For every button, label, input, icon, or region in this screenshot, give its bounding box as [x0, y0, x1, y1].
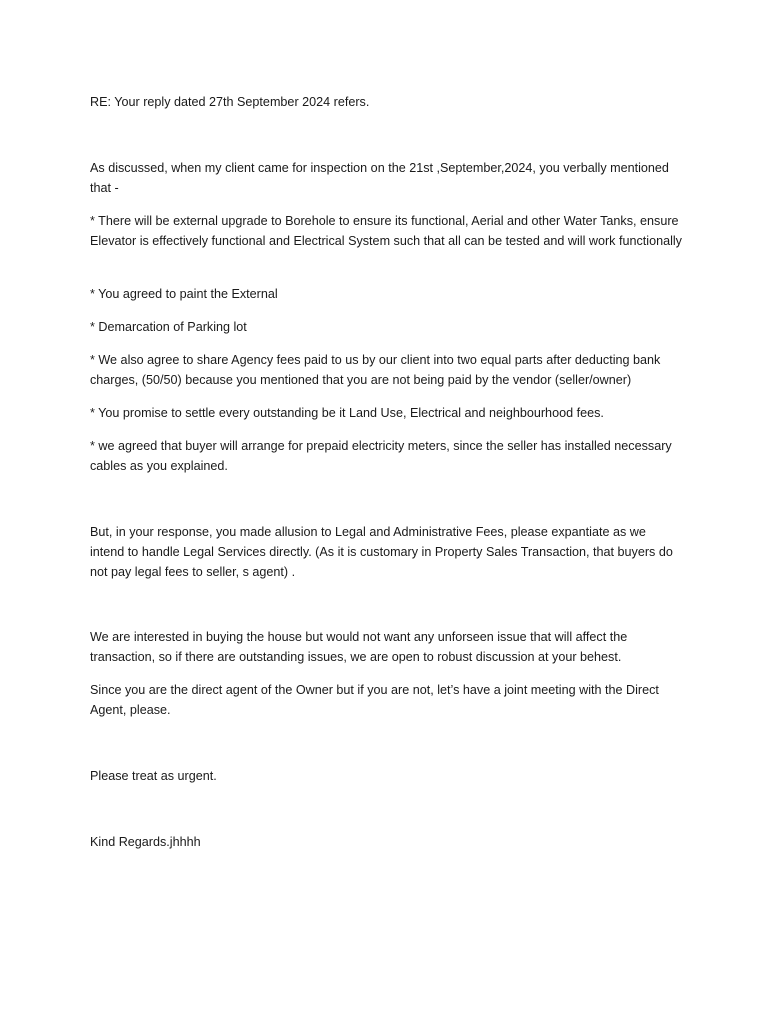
closing-line: Kind Regards.jhhhh [90, 835, 201, 849]
bullet-point-agency-fees: * We also agree to share Agency fees paid to us by our client into two equal parts after deducting bank charges, (50/50) because you mentioned that you are not being paid by the vendor (seller/owner) [90, 353, 661, 387]
bullet-point-outstanding-fees: * You promise to settle every outstanding be it Land Use, Electrical and neighbourhood fees. [90, 406, 604, 420]
urgency-line: Please treat as urgent. [90, 769, 217, 783]
interest-paragraph: We are interested in buying the house but would not want any unforseen issue that will affect the transaction, so if there are outstanding issues, we are open to robust discussion at your behest. [90, 630, 628, 664]
intro-paragraph: As discussed, when my client came for inspection on the 21st ,September,2024, you verbally mentioned that - [90, 161, 669, 195]
bullet-point-upgrades: * There will be external upgrade to Borehole to ensure its functional, Aerial and other Water Tanks, ensure Elevator is effectively functional and Electrical System such that all can be tested and will work functionally [90, 214, 682, 248]
response-paragraph: But, in your response, you made allusion to Legal and Administrative Fees, please expantiate as we intend to handle Legal Services directly. (As it is customary in Property Sales Transaction, that buyers do not pay legal fees to seller, s agent) . [90, 525, 673, 579]
agent-request-paragraph: Since you are the direct agent of the Owner but if you are not, let’s have a joint meeting with the Direct Agent, please. [90, 683, 659, 717]
bullet-point-parking: * Demarcation of Parking lot [90, 320, 247, 334]
reference-line: RE: Your reply dated 27th September 2024 refers. [90, 95, 370, 109]
bullet-point-electricity-meters: * we agreed that buyer will arrange for prepaid electricity meters, since the seller has installed necessary cables as you explained. [90, 439, 672, 473]
bullet-point-painting: * You agreed to paint the External [90, 287, 278, 301]
